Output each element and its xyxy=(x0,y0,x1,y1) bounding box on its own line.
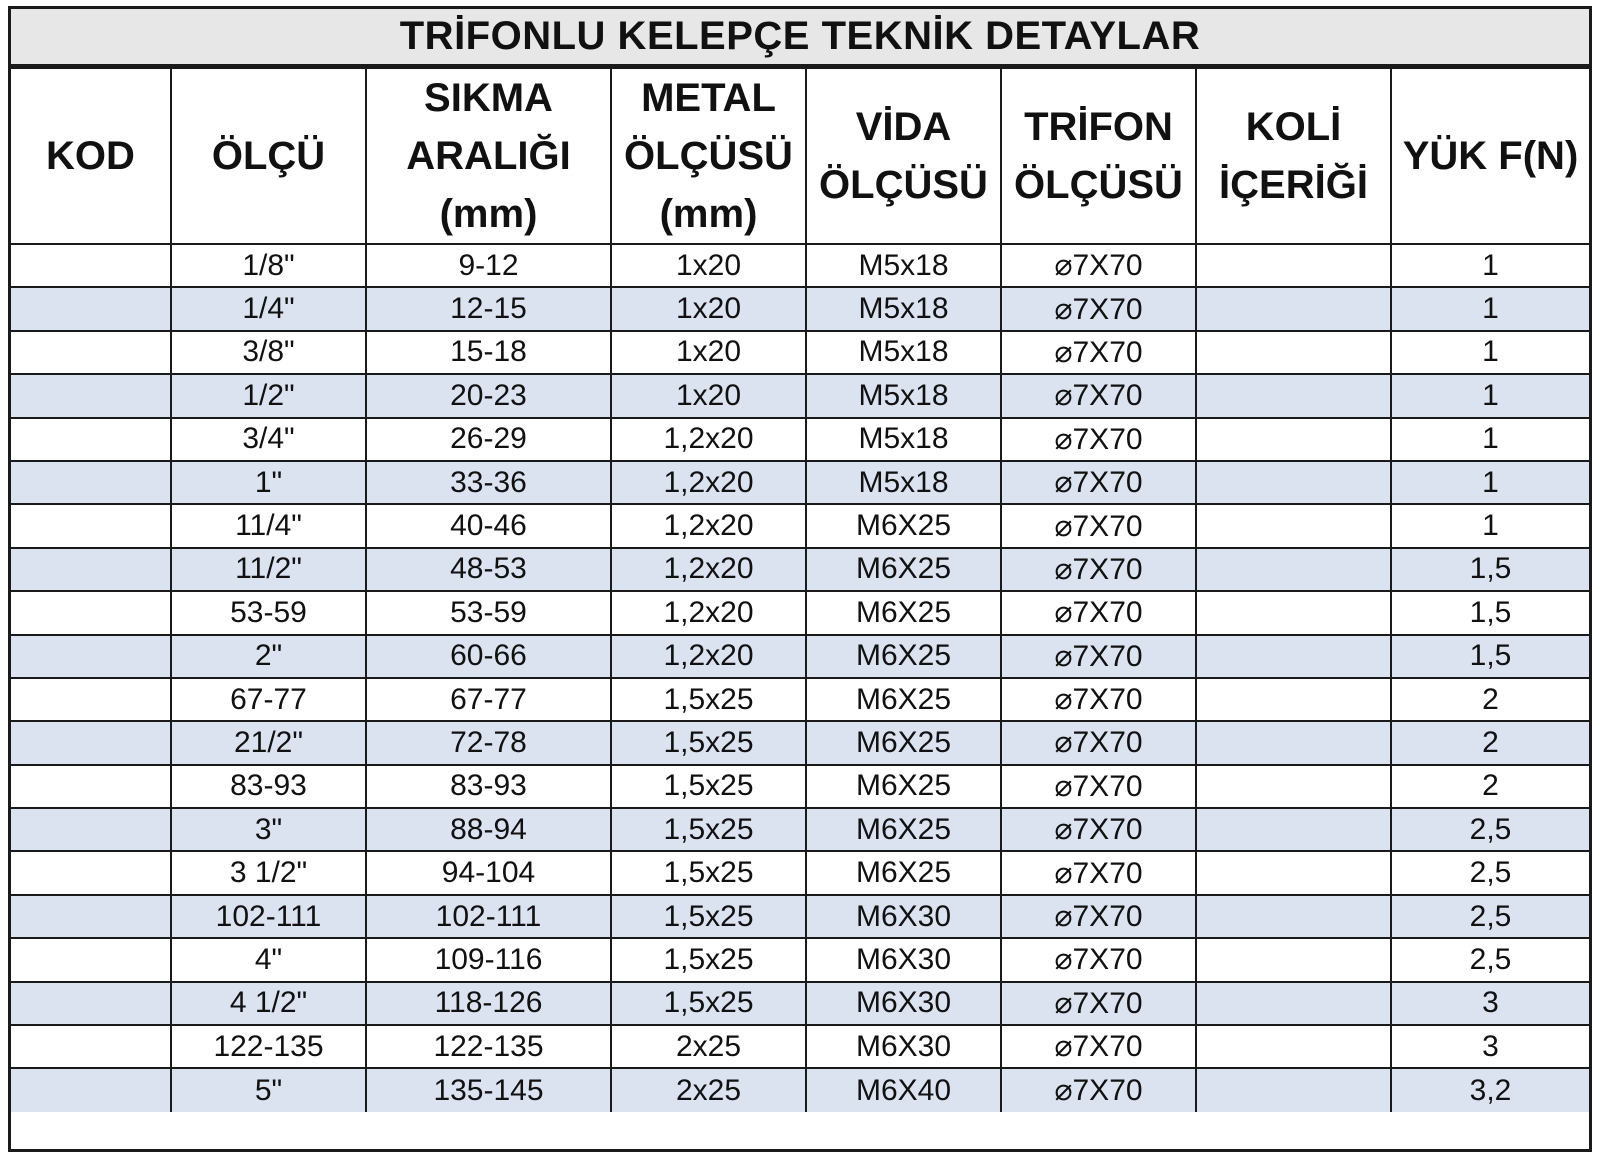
cell-koli-icerigi xyxy=(1196,418,1391,461)
cell-sikma-araligi: 33-36 xyxy=(366,461,611,504)
cell-vida-olcusu: M6X25 xyxy=(806,765,1001,808)
cell-koli-icerigi xyxy=(1196,504,1391,547)
cell-sikma-araligi: 122-135 xyxy=(366,1025,611,1068)
table-row xyxy=(11,851,1589,894)
cell-koli-icerigi xyxy=(1196,1025,1391,1068)
cell-sikma-araligi: 15-18 xyxy=(366,331,611,374)
cell-koli-icerigi xyxy=(1196,808,1391,851)
cell-koli-icerigi xyxy=(1196,331,1391,374)
cell-yuk: 2 xyxy=(1391,678,1589,721)
cell-kod xyxy=(11,548,171,591)
header-line: (mm) xyxy=(659,192,758,236)
cell-yuk: 1 xyxy=(1391,331,1589,374)
cell-metal-olcusu: 1,5x25 xyxy=(611,808,806,851)
header-line: ÖLÇÜSÜ xyxy=(624,134,793,178)
cell-kod xyxy=(11,678,171,721)
cell-olcu: 4" xyxy=(171,938,366,981)
cell-olcu: 21/2" xyxy=(171,721,366,764)
cell-trifon-olcusu: ⌀7X70 xyxy=(1001,895,1196,938)
cell-metal-olcusu: 1,5x25 xyxy=(611,851,806,894)
cell-kod xyxy=(11,765,171,808)
cell-olcu: 1/4" xyxy=(171,287,366,330)
header-row xyxy=(11,69,1589,244)
cell-kod xyxy=(11,504,171,547)
cell-vida-olcusu: M5x18 xyxy=(806,374,1001,417)
cell-yuk: 2 xyxy=(1391,765,1589,808)
cell-koli-icerigi xyxy=(1196,461,1391,504)
cell-yuk: 2,5 xyxy=(1391,938,1589,981)
cell-metal-olcusu: 1,2x20 xyxy=(611,461,806,504)
cell-trifon-olcusu: ⌀7X70 xyxy=(1001,938,1196,981)
cell-koli-icerigi xyxy=(1196,851,1391,894)
cell-koli-icerigi xyxy=(1196,591,1391,634)
cell-metal-olcusu: 1x20 xyxy=(611,287,806,330)
cell-metal-olcusu: 1x20 xyxy=(611,244,806,287)
cell-vida-olcusu: M6X25 xyxy=(806,721,1001,764)
table-row xyxy=(11,895,1589,938)
cell-yuk: 1 xyxy=(1391,461,1589,504)
cell-yuk: 3,2 xyxy=(1391,1068,1589,1111)
cell-trifon-olcusu: ⌀7X70 xyxy=(1001,591,1196,634)
cell-vida-olcusu: M6X25 xyxy=(806,678,1001,721)
cell-yuk: 1,5 xyxy=(1391,635,1589,678)
cell-olcu: 3" xyxy=(171,808,366,851)
header-line: SIKMA xyxy=(424,76,553,120)
cell-yuk: 2,5 xyxy=(1391,851,1589,894)
cell-trifon-olcusu: ⌀7X70 xyxy=(1001,721,1196,764)
header-line: İÇERİĞİ xyxy=(1219,163,1368,207)
header-line: METAL xyxy=(641,76,776,120)
cell-sikma-araligi: 118-126 xyxy=(366,982,611,1025)
cell-metal-olcusu: 1,2x20 xyxy=(611,548,806,591)
cell-olcu: 122-135 xyxy=(171,1025,366,1068)
table-body xyxy=(11,244,1589,1112)
table-row xyxy=(11,635,1589,678)
cell-metal-olcusu: 1,5x25 xyxy=(611,982,806,1025)
cell-olcu: 2" xyxy=(171,635,366,678)
cell-vida-olcusu: M5x18 xyxy=(806,287,1001,330)
cell-kod xyxy=(11,1025,171,1068)
cell-yuk: 1 xyxy=(1391,504,1589,547)
cell-vida-olcusu: M6X30 xyxy=(806,982,1001,1025)
cell-sikma-araligi: 83-93 xyxy=(366,765,611,808)
cell-kod xyxy=(11,1068,171,1111)
cell-olcu: 102-111 xyxy=(171,895,366,938)
table-row xyxy=(11,461,1589,504)
cell-metal-olcusu: 1,2x20 xyxy=(611,418,806,461)
cell-kod xyxy=(11,331,171,374)
cell-kod xyxy=(11,461,171,504)
cell-koli-icerigi xyxy=(1196,548,1391,591)
cell-metal-olcusu: 1x20 xyxy=(611,374,806,417)
cell-yuk: 3 xyxy=(1391,982,1589,1025)
table-row xyxy=(11,591,1589,634)
header-koli-icerigi xyxy=(1196,69,1391,244)
cell-metal-olcusu: 1,5x25 xyxy=(611,765,806,808)
cell-trifon-olcusu: ⌀7X70 xyxy=(1001,1068,1196,1111)
cell-metal-olcusu: 1,5x25 xyxy=(611,678,806,721)
table-row xyxy=(11,1025,1589,1068)
cell-olcu: 11/4" xyxy=(171,504,366,547)
cell-koli-icerigi xyxy=(1196,635,1391,678)
cell-vida-olcusu: M6X25 xyxy=(806,548,1001,591)
cell-vida-olcusu: M6X30 xyxy=(806,1025,1001,1068)
header-line: ÖLÇÜ xyxy=(211,134,326,178)
cell-sikma-araligi: 102-111 xyxy=(366,895,611,938)
cell-koli-icerigi xyxy=(1196,244,1391,287)
cell-olcu: 5" xyxy=(171,1068,366,1111)
cell-trifon-olcusu: ⌀7X70 xyxy=(1001,504,1196,547)
cell-sikma-araligi: 9-12 xyxy=(366,244,611,287)
cell-yuk: 1 xyxy=(1391,287,1589,330)
header-line: ÖLÇÜSÜ xyxy=(1014,163,1183,207)
cell-vida-olcusu: M5x18 xyxy=(806,461,1001,504)
cell-koli-icerigi xyxy=(1196,678,1391,721)
header-olcu xyxy=(171,69,366,244)
cell-kod xyxy=(11,287,171,330)
sheet-title: TRİFONLU KELEPÇE TEKNİK DETAYLAR xyxy=(11,9,1589,69)
cell-trifon-olcusu: ⌀7X70 xyxy=(1001,851,1196,894)
header-line: ARALIĞI xyxy=(406,134,571,178)
header-line: KOD xyxy=(46,134,135,178)
cell-trifon-olcusu: ⌀7X70 xyxy=(1001,678,1196,721)
cell-metal-olcusu: 1,2x20 xyxy=(611,504,806,547)
cell-olcu: 67-77 xyxy=(171,678,366,721)
cell-yuk: 2,5 xyxy=(1391,895,1589,938)
table-row xyxy=(11,1068,1589,1111)
cell-olcu: 1/2" xyxy=(171,374,366,417)
cell-koli-icerigi xyxy=(1196,287,1391,330)
cell-sikma-araligi: 20-23 xyxy=(366,374,611,417)
cell-olcu: 83-93 xyxy=(171,765,366,808)
header-metal-olcusu xyxy=(611,69,806,244)
cell-koli-icerigi xyxy=(1196,765,1391,808)
cell-vida-olcusu: M5x18 xyxy=(806,331,1001,374)
spec-table xyxy=(11,69,1589,1112)
cell-kod xyxy=(11,938,171,981)
table-row xyxy=(11,548,1589,591)
cell-metal-olcusu: 1,5x25 xyxy=(611,895,806,938)
cell-sikma-araligi: 67-77 xyxy=(366,678,611,721)
header-sikma-araligi xyxy=(366,69,611,244)
cell-yuk: 1,5 xyxy=(1391,548,1589,591)
cell-kod xyxy=(11,982,171,1025)
cell-vida-olcusu: M6X25 xyxy=(806,851,1001,894)
cell-kod xyxy=(11,808,171,851)
table-row xyxy=(11,678,1589,721)
table-row xyxy=(11,374,1589,417)
cell-metal-olcusu: 2x25 xyxy=(611,1068,806,1111)
cell-olcu: 11/2" xyxy=(171,548,366,591)
cell-vida-olcusu: M6X25 xyxy=(806,635,1001,678)
table-row xyxy=(11,982,1589,1025)
cell-kod xyxy=(11,374,171,417)
cell-metal-olcusu: 1x20 xyxy=(611,331,806,374)
header-line: KOLİ xyxy=(1245,105,1342,149)
cell-olcu: 3 1/2" xyxy=(171,851,366,894)
cell-metal-olcusu: 1,5x25 xyxy=(611,938,806,981)
cell-kod xyxy=(11,591,171,634)
table-row xyxy=(11,721,1589,764)
spec-sheet xyxy=(8,6,1592,1152)
cell-trifon-olcusu: ⌀7X70 xyxy=(1001,808,1196,851)
cell-olcu: 3/8" xyxy=(171,331,366,374)
cell-trifon-olcusu: ⌀7X70 xyxy=(1001,331,1196,374)
cell-sikma-araligi: 60-66 xyxy=(366,635,611,678)
cell-yuk: 1 xyxy=(1391,244,1589,287)
table-row xyxy=(11,287,1589,330)
cell-sikma-araligi: 40-46 xyxy=(366,504,611,547)
cell-kod xyxy=(11,851,171,894)
cell-vida-olcusu: M6X30 xyxy=(806,895,1001,938)
cell-yuk: 1 xyxy=(1391,374,1589,417)
cell-vida-olcusu: M6X30 xyxy=(806,938,1001,981)
header-line: TRİFON xyxy=(1024,105,1173,149)
header-kod xyxy=(11,69,171,244)
cell-trifon-olcusu: ⌀7X70 xyxy=(1001,461,1196,504)
cell-yuk: 1,5 xyxy=(1391,591,1589,634)
table-row xyxy=(11,504,1589,547)
cell-kod xyxy=(11,244,171,287)
cell-koli-icerigi xyxy=(1196,982,1391,1025)
cell-sikma-araligi: 53-59 xyxy=(366,591,611,634)
header-vida-olcusu xyxy=(806,69,1001,244)
cell-koli-icerigi xyxy=(1196,1068,1391,1111)
cell-yuk: 1 xyxy=(1391,418,1589,461)
header-line: (mm) xyxy=(439,192,538,236)
cell-vida-olcusu: M5x18 xyxy=(806,418,1001,461)
cell-vida-olcusu: M6X25 xyxy=(806,808,1001,851)
cell-sikma-araligi: 26-29 xyxy=(366,418,611,461)
cell-sikma-araligi: 12-15 xyxy=(366,287,611,330)
cell-trifon-olcusu: ⌀7X70 xyxy=(1001,287,1196,330)
table-row xyxy=(11,808,1589,851)
header-yuk xyxy=(1391,69,1589,244)
cell-vida-olcusu: M6X25 xyxy=(806,504,1001,547)
cell-vida-olcusu: M6X25 xyxy=(806,591,1001,634)
cell-trifon-olcusu: ⌀7X70 xyxy=(1001,765,1196,808)
table-row xyxy=(11,418,1589,461)
cell-sikma-araligi: 88-94 xyxy=(366,808,611,851)
cell-metal-olcusu: 1,2x20 xyxy=(611,591,806,634)
cell-sikma-araligi: 94-104 xyxy=(366,851,611,894)
cell-sikma-araligi: 109-116 xyxy=(366,938,611,981)
table-row xyxy=(11,765,1589,808)
cell-trifon-olcusu: ⌀7X70 xyxy=(1001,548,1196,591)
cell-yuk: 2,5 xyxy=(1391,808,1589,851)
header-line: ÖLÇÜSÜ xyxy=(819,163,988,207)
header-trifon-olcusu xyxy=(1001,69,1196,244)
cell-olcu: 4 1/2" xyxy=(171,982,366,1025)
cell-koli-icerigi xyxy=(1196,938,1391,981)
cell-kod xyxy=(11,895,171,938)
cell-trifon-olcusu: ⌀7X70 xyxy=(1001,418,1196,461)
cell-trifon-olcusu: ⌀7X70 xyxy=(1001,374,1196,417)
cell-sikma-araligi: 72-78 xyxy=(366,721,611,764)
cell-sikma-araligi: 135-145 xyxy=(366,1068,611,1111)
cell-vida-olcusu: M6X40 xyxy=(806,1068,1001,1111)
cell-trifon-olcusu: ⌀7X70 xyxy=(1001,244,1196,287)
cell-olcu: 53-59 xyxy=(171,591,366,634)
cell-kod xyxy=(11,418,171,461)
table-row xyxy=(11,938,1589,981)
header-line: VİDA xyxy=(855,105,952,149)
cell-metal-olcusu: 1,2x20 xyxy=(611,635,806,678)
table-row xyxy=(11,331,1589,374)
cell-koli-icerigi xyxy=(1196,374,1391,417)
cell-olcu: 3/4" xyxy=(171,418,366,461)
header-line: YÜK F(N) xyxy=(1402,134,1579,178)
cell-vida-olcusu: M5x18 xyxy=(806,244,1001,287)
cell-trifon-olcusu: ⌀7X70 xyxy=(1001,635,1196,678)
cell-olcu: 1" xyxy=(171,461,366,504)
cell-trifon-olcusu: ⌀7X70 xyxy=(1001,982,1196,1025)
cell-kod xyxy=(11,721,171,764)
cell-koli-icerigi xyxy=(1196,895,1391,938)
table-row xyxy=(11,244,1589,287)
cell-olcu: 1/8" xyxy=(171,244,366,287)
cell-kod xyxy=(11,635,171,678)
cell-koli-icerigi xyxy=(1196,721,1391,764)
cell-yuk: 2 xyxy=(1391,721,1589,764)
cell-sikma-araligi: 48-53 xyxy=(366,548,611,591)
cell-metal-olcusu: 1,5x25 xyxy=(611,721,806,764)
cell-yuk: 3 xyxy=(1391,1025,1589,1068)
cell-trifon-olcusu: ⌀7X70 xyxy=(1001,1025,1196,1068)
cell-metal-olcusu: 2x25 xyxy=(611,1025,806,1068)
